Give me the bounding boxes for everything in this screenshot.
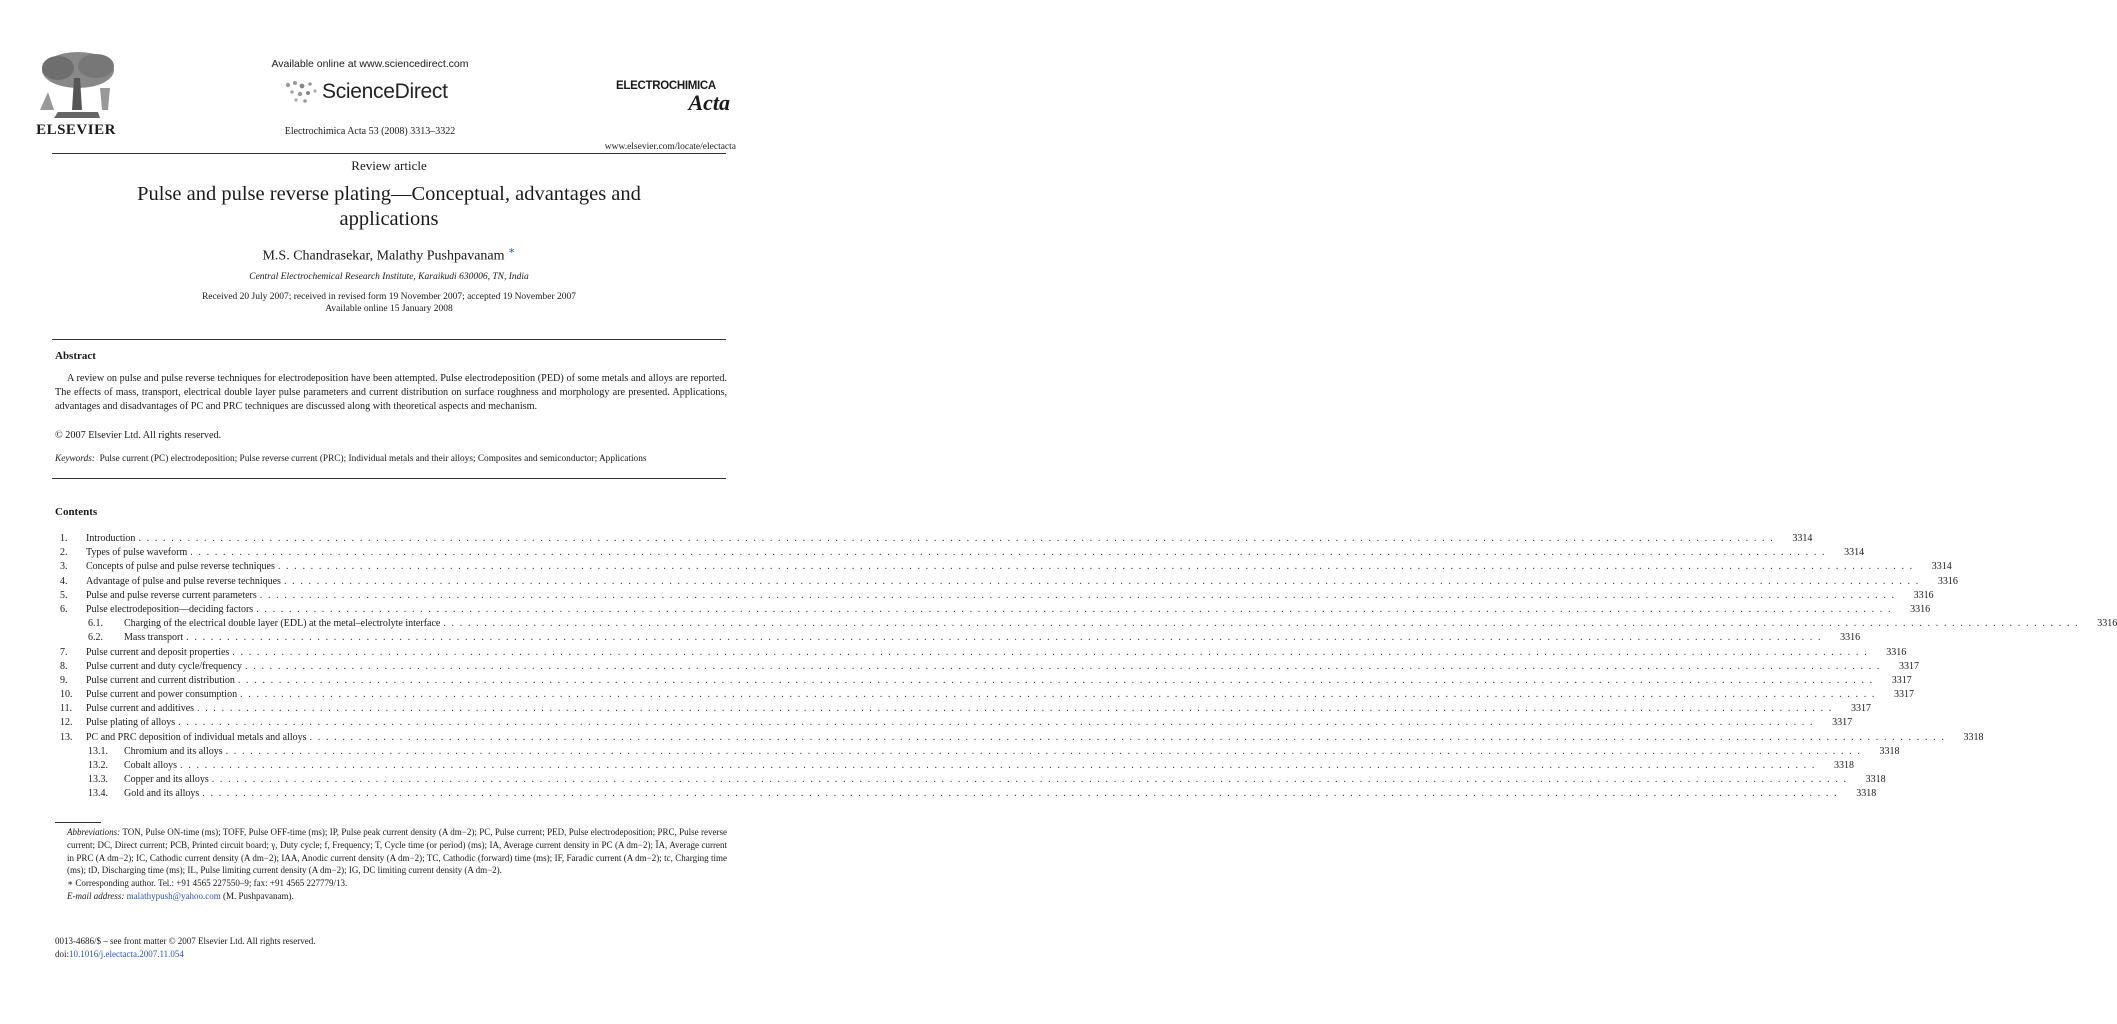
toc-subsection-row[interactable] — [60, 745, 1900, 759]
toc-section-row[interactable] — [60, 589, 1934, 603]
toc-leader-dots: . . . . . . . . . . . . . . . . . . . . . . . . . . . . . . . . . . . . . . . . . . . . . . . . . . . . . . . . . . . . . . . . . . . . . . . . . . . . . . . . . . . . . . . . . . . . . . . . . . . . . . . . . . . . . . . . . . . . . . . . . . . . . . . . . . . . . . . . . . . . . . . . . . . . . . . . . . . . . . . . . . . . . . . . . . . . . . . . . . . . . . . . . . . . . . . . . . . . . . . . — [240, 689, 1876, 701]
toc-title: Mass transport — [124, 632, 184, 644]
toc-page-number: 3317 — [1850, 703, 1871, 715]
keywords-list: Pulse current (PC) electrodeposition; Pulse reverse current (PRC); Individual metals and their alloys; Composites and semiconductor; Applications — [99, 454, 647, 464]
toc-title: Advantage of pulse and pulse reverse techniques — [86, 575, 281, 587]
contents-heading: Contents — [55, 506, 98, 518]
toc-title: Pulse current and duty cycle/frequency — [86, 660, 243, 672]
toc-number: 13. — [60, 731, 73, 743]
toc-section-row[interactable] — [60, 546, 1865, 560]
toc-number: 10. — [60, 689, 73, 701]
toc-title: Pulse current and current distribution — [86, 674, 235, 686]
toc-title: Cobalt alloys — [124, 760, 178, 771]
toc-title: Charging of the electrical double layer (EDL) at the metal–electrolyte interface — [124, 618, 441, 630]
toc-number: 6.1. — [88, 618, 103, 630]
toc-title: Pulse electrodeposition—deciding factors — [86, 603, 254, 615]
toc-page-number: 3314 — [1844, 547, 1865, 559]
doi-line — [55, 948, 316, 961]
toc-leader-dots: . . . . . . . . . . . . . . . . . . . . . . . . . . . . . . . . . . . . . . . . . . . . . . . . . . . . . . . . . . . . . . . . . . . . . . . . . . . . . . . . . . . . . . . . . . . . . . . . . . . . . . . . . . . . . . . . . . . . . . . . . . . . . . . . . . . . . . . . . . . . . . . . . . . . . . . . . . . . . . . . . . . . . . . . . . . . . . . . . . . . . . . . . . . . . . . . . . . . . . . . — [211, 774, 1848, 786]
toc-leader-dots: . . . . . . . . . . . . . . . . . . . . . . . . . . . . . . . . . . . . . . . . . . . . . . . . . . . . . . . . . . . . . . . . . . . . . . . . . . . . . . . . . . . . . . . . . . . . . . . . . . . . . . . . . . . . . . . . . . . . . . . . . . . . . . . . . . . . . . . . . . . . . . . . . . . . . . . . . . . . . . . . . . . . . . . . . . . . . . . . . . . . . . . . . . . . . . . . . . . . . . . . — [190, 547, 1827, 559]
toc-section-row[interactable] — [60, 575, 1958, 589]
toc-leader-dots: . . . . . . . . . . . . . . . . . . . . . . . . . . . . . . . . . . . . . . . . . . . . . . . . . . . . . . . . . . . . . . . . . . . . . . . . . . . . . . . . . . . . . . . . . . . . . . . . . . . . . . . . . . . . . . . . . . . . . . . . . . . . . . . . . . . . . . . . . . . . . . . . . . . . . . . . . . . . . . . . . . . . . . . . . . . . . . . . . . . . . . . . . . . . . . . . . . . . . . . . — [256, 603, 1893, 615]
abstract-bottom-divider — [52, 478, 726, 479]
toc-number: 11. — [60, 703, 73, 715]
toc-number: 13.2. — [88, 760, 108, 771]
electrochimica-acta-logo — [616, 80, 736, 116]
article-title: Pulse and pulse reverse plating—Conceptual, advantages and applications — [137, 183, 641, 230]
toc-page-number: 3316 — [2097, 618, 2117, 630]
received-dates: Received 20 July 2007; received in revised form 19 November 2007; accepted 19 November 2007 — [201, 292, 577, 302]
toc-page-number: 3317 — [1894, 689, 1914, 701]
article-history — [52, 291, 726, 315]
abstract-body: A review on pulse and pulse reverse techniques for electrodeposition have been attempted. Pulse electrodeposition (PED) of some metals and alloys are reported. The effects of mass, transport, electrical double layer pulse parameters and current distribution on surface roughness and morphology are presented. Applications, advantages and disadvantages of PC and PRC techniques are discussed along with theoretical aspects and mechanism. — [55, 373, 727, 413]
toc-number: 3. — [60, 561, 68, 573]
toc-page-number: 3317 — [1891, 674, 1912, 686]
doi-label: doi: — [55, 949, 70, 959]
toc-number: 9. — [60, 674, 68, 686]
toc-section-row[interactable] — [60, 716, 1853, 730]
elsevier-wordmark: ELSEVIER — [36, 122, 116, 138]
toc-page-number: 3316 — [1840, 632, 1861, 644]
toc-leader-dots: . . . . . . . . . . . . . . . . . . . . . . . . . . . . . . . . . . . . . . . . . . . . . . . . . . . . . . . . . . . . . . . . . . . . . . . . . . . . . . . . . . . . . . . . . . . . . . . . . . . . . . . . . . . . . . . . . . . . . . . . . . . . . . . . . . . . . . . . . . . . . . . . . . . . . . . . . . . . . . . . . . . . . . . . . . . . . . . . . . . . . . . . . . . . . . . . . . . . . . . . — [197, 703, 1833, 715]
elsevier-tree-icon — [28, 48, 124, 120]
toc-number: 8. — [60, 660, 68, 672]
toc-section-row[interactable] — [60, 560, 1952, 574]
toc-section-row[interactable] — [60, 646, 1907, 660]
toc-page-number: 3316 — [1886, 646, 1907, 658]
toc-leader-dots: . . . . . . . . . . . . . . . . . . . . . . . . . . . . . . . . . . . . . . . . . . . . . . . . . . . . . . . . . . . . . . . . . . . . . . . . . . . . . . . . . . . . . . . . . . . . . . . . . . . . . . . . . . . . . . . . . . . . . . . . . . . . . . . . . . . . . . . . . . . . . . . . . . . . . . . . . . . . . . . . . . . . . . . . . . . . . . . . . . . . . . . . . . . . . . . . . . . . . . . . — [259, 589, 1896, 601]
toc-title: Gold and its alloys — [124, 788, 200, 800]
toc-leader-dots: . . . . . . . . . . . . . . . . . . . . . . . . . . . . . . . . . . . . . . . . . . . . . . . . . . . . . . . . . . . . . . . . . . . . . . . . . . . . . . . . . . . . . . . . . . . . . . . . . . . . . . . . . . . . . . . . . . . . . . . . . . . . . . . . . . . . . . . . . . . . . . . . . . . . . . . . . . . . . . . . . . . . . . . . . . . . . . . . . . . . . . . . . . . . . . . . . . . . . . . . — [283, 575, 1920, 587]
toc-title: Chromium and its alloys — [124, 745, 223, 757]
abstract-copyright: © 2007 Elsevier Ltd. All rights reserved. — [55, 430, 222, 441]
journal-logo-line2: Acta — [688, 90, 730, 115]
toc-section-row[interactable] — [60, 660, 1919, 674]
available-online-text: Available online at www.sciencedirect.com — [271, 58, 469, 70]
toc-title: Copper and its alloys — [124, 774, 209, 786]
toc-subsection-row[interactable] — [60, 787, 1877, 801]
toc-number: 1. — [60, 533, 68, 544]
toc-page-number: 3318 — [1963, 731, 1984, 743]
toc-title: Pulse current and power consumption — [86, 689, 238, 701]
toc-number: 5. — [60, 589, 68, 601]
toc-number: 12. — [60, 717, 73, 729]
abbreviations-text: TON, Pulse ON-time (ms); TOFF, Pulse OFF-time (ms); IP, Pulse peak current density (A dm−2); PC, Pulse current; PED, Pulse electrodeposition; PRC, Pulse reverse current; DC, Direct current; PCB, Printed circuit board; γ, Duty cycle; f, Frequency; T, Cycle time (or period) (ms); IA, Average current density in PC (A dm−2); ĪA, Average current in PRC (A dm−2); IC, Cathodic current density (A dm−2); IAA, Anodic current density (A dm−2); TC, Cathodic (forward) time (ms); IF, Faradic current (A dm−2); tc, Charging time (ms); tD, Discharging time (ms); IL, Pulse limiting current density (A dm−2); IG, DC limiting current density (A dm−2). — [67, 827, 728, 876]
toc-section-row[interactable] — [60, 532, 1813, 546]
toc-leader-dots: . . . . . . . . . . . . . . . . . . . . . . . . . . . . . . . . . . . . . . . . . . . . . . . . . . . . . . . . . . . . . . . . . . . . . . . . . . . . . . . . . . . . . . . . . . . . . . . . . . . . . . . . . . . . . . . . . . . . . . . . . . . . . . . . . . . . . . . . . . . . . . . . . . . . . . . . . . . . . . . . . . . . . . . . . . . . . . . . . . . . . . . . . . . . . . . . . . . . . . . . — [237, 674, 1874, 686]
article-type: Review article — [351, 158, 427, 173]
toc-subsection-row[interactable] — [60, 773, 1886, 787]
abbreviations-footnote — [55, 826, 727, 877]
toc-section-row[interactable] — [60, 731, 1984, 745]
issn-block — [55, 935, 316, 961]
elsevier-logo — [24, 48, 128, 139]
toc-leader-dots: . . . . . . . . . . . . . . . . . . . . . . . . . . . . . . . . . . . . . . . . . . . . . . . . . . . . . . . . . . . . . . . . . . . . . . . . . . . . . . . . . . . . . . . . . . . . . . . . . . . . . . . . . . . . . . . . . . . . . . . . . . . . . . . . . . . . . . . . . . . . . . . . . . . . . . . . . . . . . . . . . . . . . . . . . . . . . . . . . . . . . . . . . . . . . . . . . . . . . . . . — [180, 760, 1816, 771]
authors — [52, 244, 726, 265]
toc-number: 13.4. — [88, 788, 108, 800]
toc-leader-dots: . . . . . . . . . . . . . . . . . . . . . . . . . . . . . . . . . . . . . . . . . . . . . . . . . . . . . . . . . . . . . . . . . . . . . . . . . . . . . . . . . . . . . . . . . . . . . . . . . . . . . . . . . . . . . . . . . . . . . . . . . . . . . . . . . . . . . . . . . . . . . . . . . . . . . . . . . . . . . . . . . . . . . . . . . . . . . . . . . . . . . . . . . . . . . . . . . . . . . . . . — [245, 660, 1881, 672]
footnotes — [55, 826, 727, 903]
email-owner: (M. Pushpavanam). — [222, 890, 294, 901]
corresponding-author-footnote: ∗ Corresponding author. Tel.: +91 4565 227550–9; fax: +91 4565 227779/13. — [67, 878, 348, 889]
corresponding-author-mark[interactable]: ∗ — [508, 245, 516, 257]
toc-number: 13.1. — [88, 745, 108, 757]
available-online-date: Available online 15 January 2008 — [325, 304, 453, 314]
toc-number: 13.3. — [88, 774, 108, 786]
toc-leader-dots: . . . . . . . . . . . . . . . . . . . . . . . . . . . . . . . . . . . . . . . . . . . . . . . . . . . . . . . . . . . . . . . . . . . . . . . . . . . . . . . . . . . . . . . . . . . . . . . . . . . . . . . . . . . . . . . . . . . . . . . . . . . . . . . . . . . . . . . . . . . . . . . . . . . . . . . . . . . . . . . . . . . . . . . . . . . . . . . . . . . . . . . . . . . . . . . . . . . . . . . . — [178, 717, 1815, 729]
toc-page-number: 3314 — [1792, 533, 1813, 544]
toc-page-number: 3316 — [1913, 589, 1934, 601]
sciencedirect-logo — [280, 77, 470, 107]
footnote-divider — [55, 822, 101, 823]
journal-citation: Electrochimica Acta 53 (2008) 3313–3322 — [284, 126, 456, 137]
toc-section-row[interactable] — [60, 603, 1931, 617]
toc-leader-dots: . . . . . . . . . . . . . . . . . . . . . . . . . . . . . . . . . . . . . . . . . . . . . . . . . . . . . . . . . . . . . . . . . . . . . . . . . . . . . . . . . . . . . . . . . . . . . . . . . . . . . . . . . . . . . . . . . . . . . . . . . . . . . . . . . . . . . . . . . . . . . . . . . . . . . . . . . . . . . . . . . . . . . . . . . . . . . . . . . . . . . . . . . . . . . . . . . . . . . . . . — [232, 646, 1869, 658]
toc-section-row[interactable] — [60, 674, 1912, 688]
toc-subsection-row[interactable] — [60, 759, 1854, 773]
toc-number: 4. — [60, 575, 68, 587]
toc-page-number: 3316 — [1910, 603, 1931, 615]
toc-leader-dots: . . . . . . . . . . . . . . . . . . . . . . . . . . . . . . . . . . . . . . . . . . . . . . . . . . . . . . . . . . . . . . . . . . . . . . . . . . . . . . . . . . . . . . . . . . . . . . . . . . . . . . . . . . . . . . . . . . . . . . . . . . . . . . . . . . . . . . . . . . . . . . . . . . . . . . . . . . . . . . . . . . . . . . . . . . . . . . . . . . . . . . . . . . . . . . . . . . . . . . . . — [138, 533, 1775, 544]
toc-leader-dots: . . . . . . . . . . . . . . . . . . . . . . . . . . . . . . . . . . . . . . . . . . . . . . . . . . . . . . . . . . . . . . . . . . . . . . . . . . . . . . . . . . . . . . . . . . . . . . . . . . . . . . . . . . . . . . . . . . . . . . . . . . . . . . . . . . . . . . . . . . . . . . . . . . . . . . . . . . . . . . . . . . . . . . . . . . . . . . . . . . . . . . . . . . . . . . . . . . . . . . . . — [202, 788, 1839, 800]
journal-logo-line1: ELECTROCHIMICA — [616, 80, 716, 92]
toc-page-number: 3318 — [1856, 788, 1877, 800]
toc-page-number: 3314 — [1931, 561, 1952, 573]
toc-page-number: 3316 — [1937, 575, 1958, 587]
sciencedirect-dots-icon — [280, 77, 320, 107]
abstract-heading: Abstract — [55, 350, 96, 362]
toc-leader-dots: . . . . . . . . . . . . . . . . . . . . . . . . . . . . . . . . . . . . . . . . . . . . . . . . . . . . . . . . . . . . . . . . . . . . . . . . . . . . . . . . . . . . . . . . . . . . . . . . . . . . . . . . . . . . . . . . . . . . . . . . . . . . . . . . . . . . . . . . . . . . . . . . . . . . . . . . . . . . . . . . . . . . . . . . . . . . . . . . . . . . . . . . . . . . . . . . . . . . . . . . — [309, 731, 1946, 743]
journal-url: www.elsevier.com/locate/electacta — [604, 142, 736, 152]
toc-page-number: 3317 — [1898, 660, 1919, 672]
toc-leader-dots: . . . . . . . . . . . . . . . . . . . . . . . . . . . . . . . . . . . . . . . . . . . . . . . . . . . . . . . . . . . . . . . . . . . . . . . . . . . . . . . . . . . . . . . . . . . . . . . . . . . . . . . . . . . . . . . . . . . . . . . . . . . . . . . . . . . . . . . . . . . . . . . . . . . . . . . . . . . . . . . . . . . . . . . . . . . . . . . . . . . . . . . . . . . . . . . . . . . . . . . . — [186, 632, 1823, 644]
affiliation: Central Electrochemical Research Institute, Karaikudi 630006, TN, India — [249, 272, 529, 282]
toc-subsection-row[interactable] — [60, 617, 2117, 631]
doi-link[interactable]: 10.1016/j.electacta.2007.11.054 — [69, 949, 184, 959]
toc-number: 7. — [60, 646, 68, 658]
toc-title: Concepts of pulse and pulse reverse techniques — [86, 561, 275, 573]
toc-leader-dots: . . . . . . . . . . . . . . . . . . . . . . . . . . . . . . . . . . . . . . . . . . . . . . . . . . . . . . . . . . . . . . . . . . . . . . . . . . . . . . . . . . . . . . . . . . . . . . . . . . . . . . . . . . . . . . . . . . . . . . . . . . . . . . . . . . . . . . . . . . . . . . . . . . . . . . . . . . . . . . . . . . . . . . . . . . . . . . . . . . . . . . . . . . . . . . . . . . . . . . . . — [277, 561, 1914, 573]
toc-number: 6.2. — [88, 632, 103, 644]
toc-title: Pulse current and deposit properties — [86, 646, 230, 658]
toc-subsection-row[interactable] — [60, 631, 1861, 645]
email-footnote — [55, 890, 727, 903]
toc-title: Pulse and pulse reverse current parameters — [86, 589, 257, 601]
toc-leader-dots: . . . . . . . . . . . . . . . . . . . . . . . . . . . . . . . . . . . . . . . . . . . . . . . . . . . . . . . . . . . . . . . . . . . . . . . . . . . . . . . . . . . . . . . . . . . . . . . . . . . . . . . . . . . . . . . . . . . . . . . . . . . . . . . . . . . . . . . . . . . . . . . . . . . . . . . . . . . . . . . . . . . . . . . . . . . . . . . . . . . . . . . . . . . . . . . . . . . . . . . . — [443, 618, 2080, 630]
toc-section-row[interactable] — [60, 702, 1871, 716]
email-link[interactable]: malathypush@yahoo.com — [126, 890, 221, 901]
toc-number: 2. — [60, 547, 68, 559]
toc-number: 6. — [60, 603, 68, 615]
toc-page-number: 3318 — [1833, 760, 1854, 771]
toc-title: PC and PRC deposition of individual metals and alloys — [86, 731, 307, 743]
header-divider — [52, 153, 726, 154]
issn-line: 0013-4686/$ – see front matter © 2007 Elsevier Ltd. All rights reserved. — [55, 936, 316, 946]
toc-title: Pulse plating of alloys — [86, 717, 176, 729]
toc-title: Introduction — [86, 533, 136, 544]
toc-page-number: 3317 — [1832, 717, 1853, 729]
abbreviations-label: Abbreviations: — [67, 827, 121, 837]
toc-section-row[interactable] — [60, 688, 1914, 702]
author-names: M.S. Chandrasekar, Malathy Pushpavanam — [262, 248, 505, 264]
table-of-contents — [60, 532, 2117, 802]
email-label: E-mail address: — [67, 890, 125, 901]
toc-page-number: 3318 — [1879, 745, 1900, 757]
toc-leader-dots: . . . . . . . . . . . . . . . . . . . . . . . . . . . . . . . . . . . . . . . . . . . . . . . . . . . . . . . . . . . . . . . . . . . . . . . . . . . . . . . . . . . . . . . . . . . . . . . . . . . . . . . . . . . . . . . . . . . . . . . . . . . . . . . . . . . . . . . . . . . . . . . . . . . . . . . . . . . . . . . . . . . . . . . . . . . . . . . . . . . . . . . . . . . . . . . . . . . . . . . . — [225, 745, 1862, 757]
keywords-label: Keywords: — [55, 454, 95, 464]
keywords — [55, 454, 727, 464]
toc-title: Types of pulse waveform — [86, 547, 188, 559]
toc-page-number: 3318 — [1865, 774, 1886, 786]
abstract-top-divider — [52, 339, 726, 340]
sciencedirect-wordmark: ScienceDirect — [322, 80, 448, 103]
toc-title: Pulse current and additives — [86, 703, 195, 715]
